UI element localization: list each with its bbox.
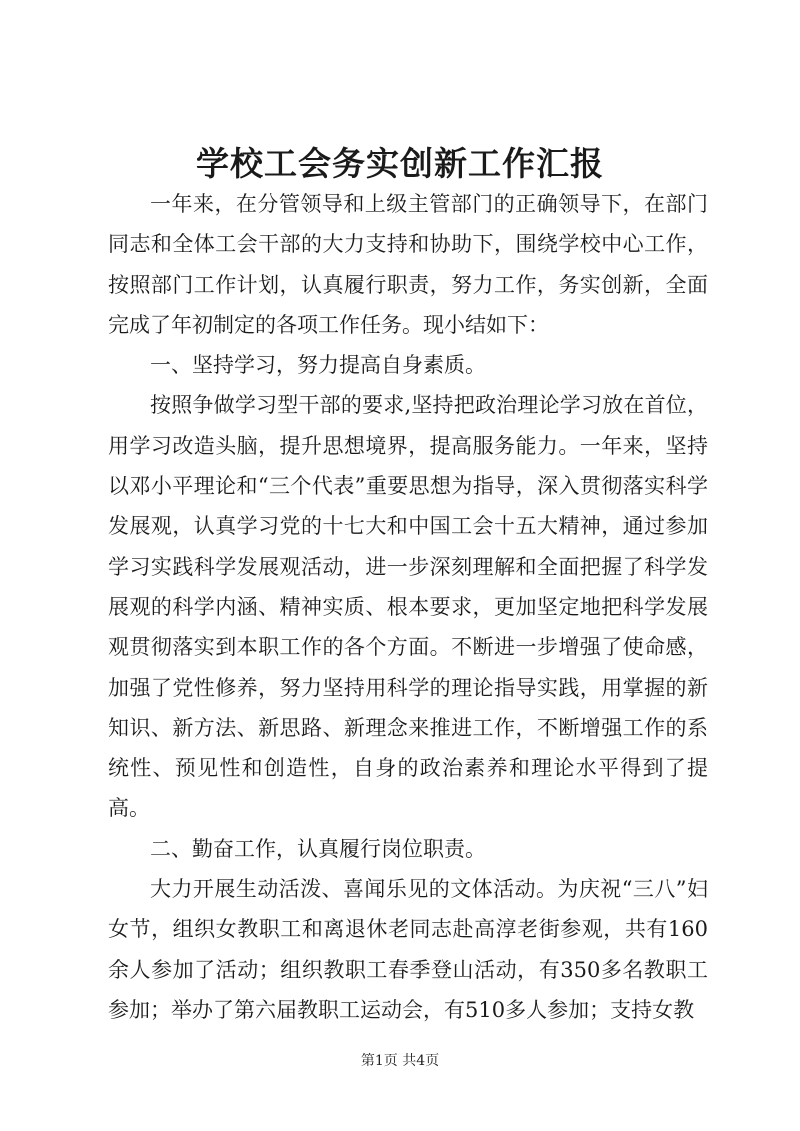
paragraph-intro: 一年来，在分管领导和上级主管部门的正确领导下，在部门同志和全体工会干部的大力支持和协助下，围绕学校中心工作，按照部门工作计划，认真履行职责，努力工作，务实创新，全面完成了年初制定的各项工作任务。现小结如下： xyxy=(108,192,708,337)
section-heading-1: 一、坚持学习，努力提高自身素质。 xyxy=(150,353,486,378)
paragraph-activities: 大力开展生动活泼、喜闻乐见的文体活动。为庆祝“三八”妇女节，组织女教职工和离退休老同志赴高淳老街参观，共有160余人参加了活动；组织教职工春季登山活动，有350多名教职工参加；举办了第六届教职工运动会，有510多人参加；支持女教 xyxy=(108,877,708,1022)
document-body xyxy=(108,184,708,1030)
section-heading-2: 二、勤奋工作，认真履行岗位职责。 xyxy=(150,836,486,861)
page-footer: 第1页 共4页 xyxy=(360,1053,440,1069)
paragraph-study: 按照争做学习型干部的要求,坚持把政治理论学习放在首位，用学习改造头脑，提升思想境界，提高服务能力。一年来，坚持以邓小平理论和“三个代表”重要思想为指导，深入贯彻落实科学发展观，认真学习党的十七大和中国工会十五大精神，通过参加学习实践科学发展观活动，进一步深刻理解和全面把握了科学发展观的科学内涵、精神实质、根本要求，更加坚定地把科学发展观贯彻落实到本职工作的各个方面。不断进一步增强了使命感，加强了党性修养，努力坚持用科学的理论指导实践，用掌握的新知识、新方法、新思路、新理念来推进工作，不断增强工作的系统性、预见性和创造性，自身的政治素养和理论水平得到了提高。 xyxy=(108,393,708,821)
document-title: 学校工会务实创新工作汇报 xyxy=(196,144,604,183)
